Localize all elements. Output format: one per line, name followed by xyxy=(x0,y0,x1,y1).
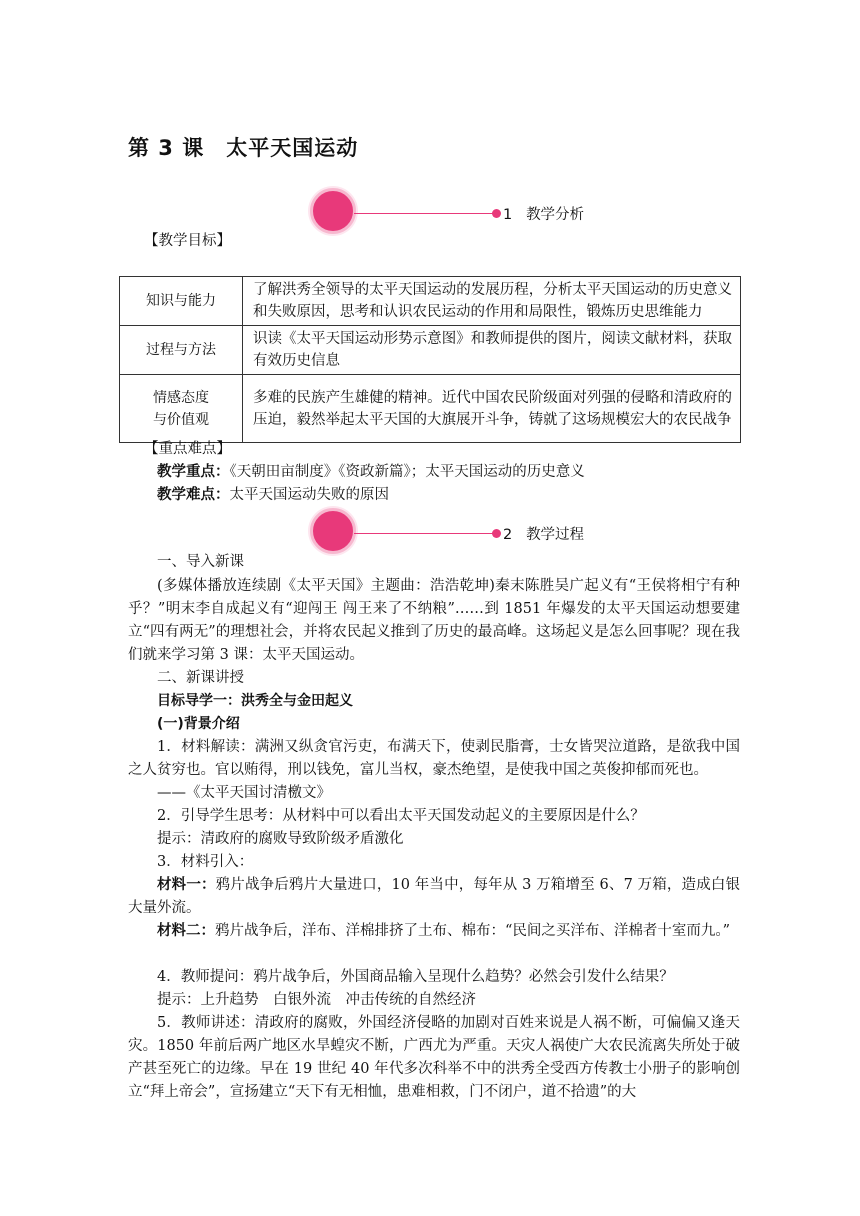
goals-heading: 【教学目标】 xyxy=(144,233,231,249)
goal-key xyxy=(120,375,243,443)
material1-label: 材料一： xyxy=(157,877,216,893)
difficulty-point xyxy=(157,484,389,507)
section-number: 1 xyxy=(503,207,513,223)
sub1-heading: (一)背景介绍 xyxy=(157,716,240,732)
pink-circle-icon xyxy=(310,188,356,234)
goal-key: 知识与能力 xyxy=(120,277,243,326)
section-label: 教学过程 xyxy=(526,527,585,543)
keypoints-heading: 【重点难点】 xyxy=(144,441,231,457)
key-point-text: 《天朝田亩制度》《资政新篇》；太平天国运动的历史意义 xyxy=(229,464,585,480)
lesson-title: 第 3 课 太平天国运动 xyxy=(128,136,359,160)
difficulty-text: 太平天国运动失败的原因 xyxy=(229,487,389,503)
goal-key-line: 与价值观 xyxy=(153,411,209,428)
goal-value: 多难的民族产生雄健的精神。近代中国农民阶级面对列强的侵略和清政府的压迫，毅然举起太平天国的大旗展开斗争，铸就了这场规模宏大的农民战争 xyxy=(243,375,741,443)
goal1-heading: 目标导学一：洪秀全与金田起义 xyxy=(157,693,353,709)
connector-line xyxy=(354,213,496,214)
table-row xyxy=(120,326,741,375)
item1-paragraph: 1．材料解读：满洲又纵贪官污吏，布满天下，使剥民脂膏，士女皆哭泣道路，是欲我中国之人贫穷也。官以贿得，刑以钱免，富儿当权，豪杰绝望，是使我中国之英俊抑郁而死也。 xyxy=(128,739,740,778)
section-label: 教学分析 xyxy=(526,207,585,223)
item2-paragraph: 2．引导学生思考：从材料中可以看出太平天国发动起义的主要原因是什么？ xyxy=(157,808,645,824)
part1-heading: 一、导入新课 xyxy=(157,554,244,570)
item4-hint: 提示：上升趋势 白银外流 冲击传统的自然经济 xyxy=(157,992,476,1008)
goal-key-line: 情感态度 xyxy=(153,389,209,406)
material2-text: 鸦片战争后，洋布、洋棉排挤了土布、棉布：“民间之买洋布、洋棉者十室而九。” xyxy=(215,923,731,939)
goals-table xyxy=(119,276,741,443)
item5-paragraph: 5．教师讲述：清政府的腐败，外国经济侵略的加剧对百姓来说是人祸不断，可偏偏又逢天灾。1850 年前后两广地区水旱蝗灾不断，广西尤为严重。天灾人祸使广大农民流离失所处于破产甚至死亡的边缘。早在 19 世纪 40 年代多次科举不中的洪秀全受西方传教士小册子的影响创立“拜上帝会”，宣扬建立“天下有无相恤，患难相救，门不闭户，道不拾遗”的大 xyxy=(128,1015,740,1100)
item1-source: ——《太平天国讨清檄文》 xyxy=(157,785,331,801)
key-point-label: 教学重点： xyxy=(157,464,230,480)
material2-label: 材料二： xyxy=(157,923,215,939)
section-header-analysis xyxy=(310,188,610,232)
material2 xyxy=(128,920,740,943)
dot-icon xyxy=(492,529,501,538)
goal-value: 了解洪秀全领导的太平天国运动的发展历程，分析太平天国运动的历史意义和失败原因，思考和认识农民运动的作用和局限性，锻炼历史思维能力 xyxy=(243,277,741,326)
goal-key: 过程与方法 xyxy=(120,326,243,375)
item2-hint: 提示：清政府的腐败导致阶级矛盾激化 xyxy=(157,831,404,847)
material1 xyxy=(128,874,740,920)
dot-icon xyxy=(492,209,501,218)
part2-heading: 二、新课讲授 xyxy=(157,670,244,686)
item4-paragraph: 4．教师提问：鸦片战争后，外国商品输入呈现什么趋势？必然会引发什么结果？ xyxy=(157,969,674,985)
connector-line xyxy=(354,533,496,534)
pink-circle-icon xyxy=(310,508,356,554)
goal-value: 识读《太平天国运动形势示意图》和教师提供的图片，阅读文献材料，获取有效历史信息 xyxy=(243,326,741,375)
item3-paragraph: 3．材料引入： xyxy=(157,854,254,870)
difficulty-label: 教学难点： xyxy=(157,487,230,503)
material1-text: 鸦片战争后鸦片大量进口，10 年当中，每年从 3 万箱增至 6、7 万箱，造成白银大量外流。 xyxy=(128,877,741,916)
table-row xyxy=(120,375,741,443)
table-row xyxy=(120,277,741,326)
intro-paragraph: (多媒体播放连续剧《太平天国》主题曲：浩浩乾坤)秦末陈胜吴广起义有“王侯将相宁有种乎？”明末李自成起义有“迎闯王 闯王来了不纳粮”……到 1851 年爆发的太平天国运动想要建立“四有两无”的理想社会，并将农民起义推到了历史的最高峰。这场起义是怎么回事呢？现在我们就来学习第 3 课：太平天国运动。 xyxy=(128,578,740,663)
section-number: 2 xyxy=(503,527,513,543)
section-header-process xyxy=(310,508,610,552)
key-point xyxy=(157,461,585,484)
